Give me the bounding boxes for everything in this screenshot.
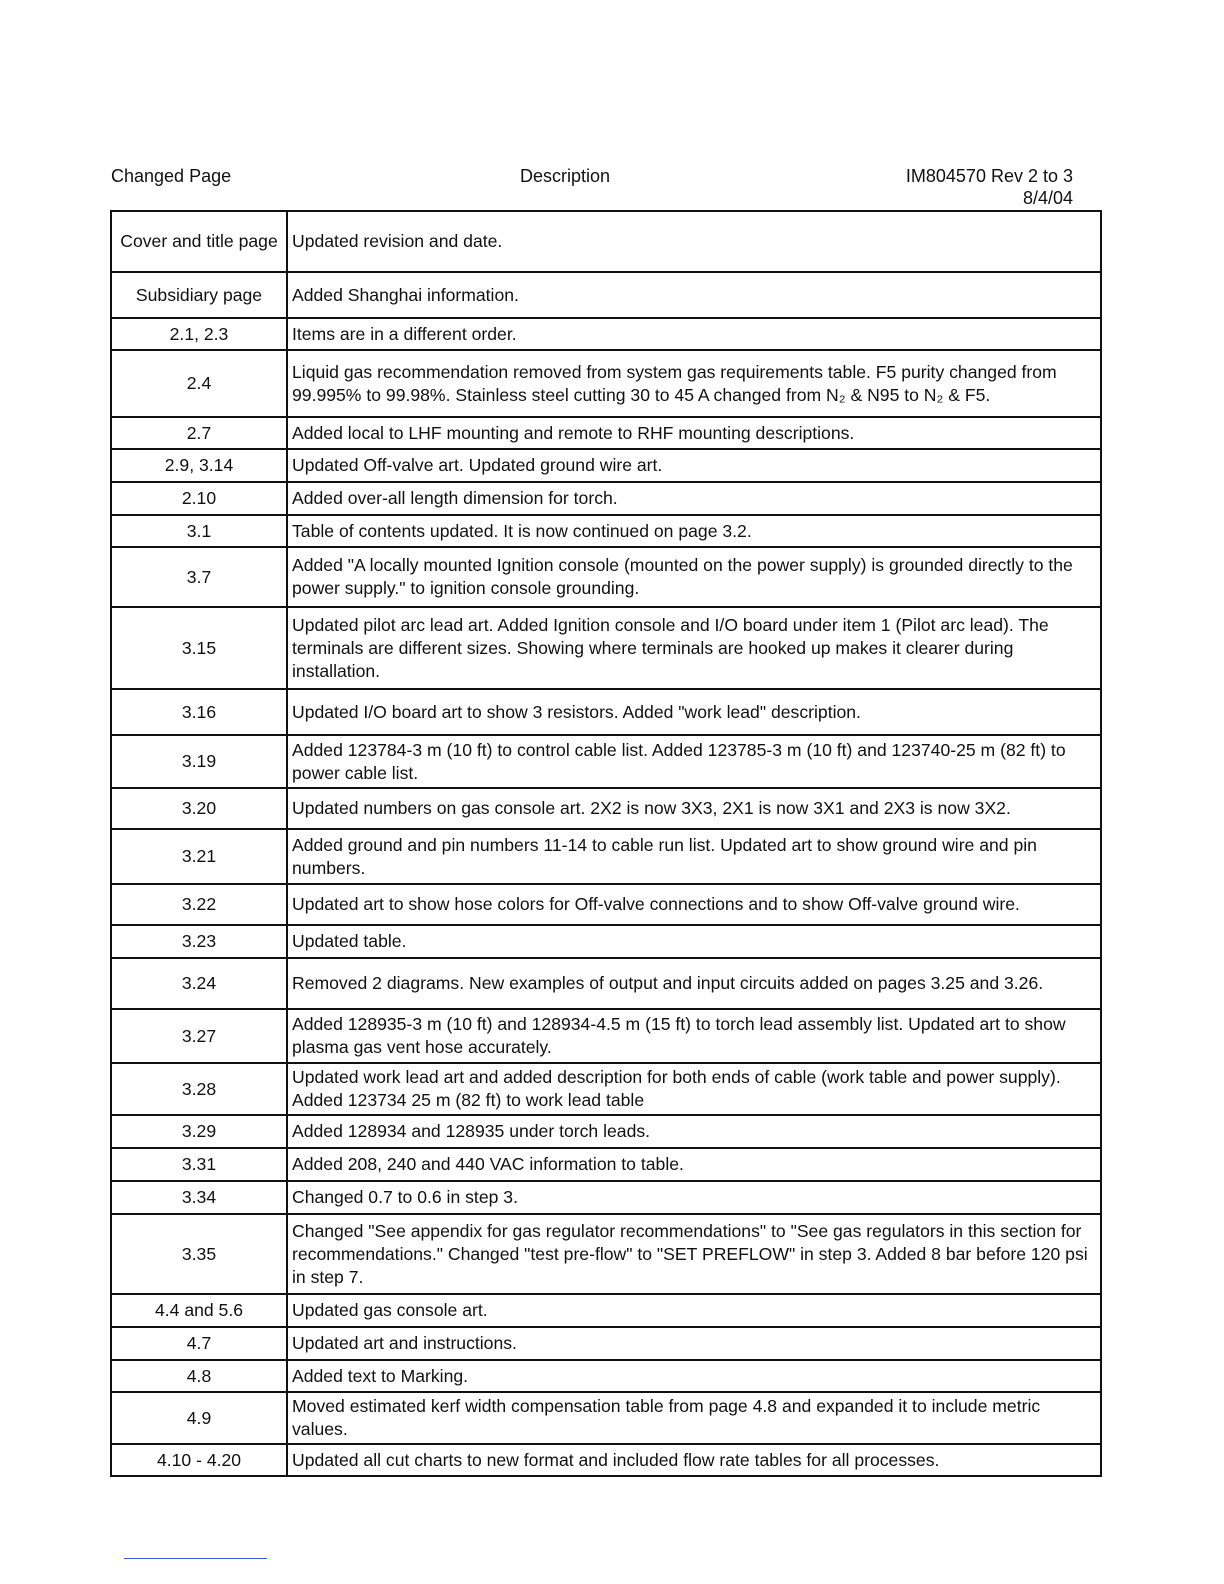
table-row <box>111 417 1101 449</box>
row-description: Updated Off-valve art. Updated ground wire art. <box>287 449 1101 482</box>
table-row <box>111 884 1101 925</box>
row-description: Removed 2 diagrams. New examples of output and input circuits added on pages 3.25 and 3.26. <box>287 958 1101 1009</box>
table-row <box>111 1115 1101 1148</box>
row-description: Updated art to show hose colors for Off-valve connections and to show Off-valve ground wire. <box>287 884 1101 925</box>
row-description: Added 128935-3 m (10 ft) and 128934-4.5 m (15 ft) to torch lead assembly list. Updated art to show plasma gas vent hose accurately. <box>287 1009 1101 1063</box>
description-heading: Description <box>520 166 611 186</box>
table-row <box>111 1327 1101 1360</box>
row-description: Updated revision and date. <box>287 211 1101 272</box>
row-description: Added "A locally mounted Ignition console (mounted on the power supply) is grounded directly to the power supply." to ignition console grounding. <box>287 547 1101 607</box>
row-page: 3.31 <box>111 1148 287 1181</box>
row-page: 3.35 <box>111 1214 287 1294</box>
row-description: Updated pilot arc lead art. Added Ignition console and I/O board under item 1 (Pilot arc lead). The terminals are different sizes. Showing where terminals are hooked up makes it clearer during installation. <box>287 607 1101 689</box>
table-row <box>111 788 1101 829</box>
table-row <box>111 318 1101 350</box>
row-page: 3.15 <box>111 607 287 689</box>
row-page: 3.29 <box>111 1115 287 1148</box>
row-description: Updated art and instructions. <box>287 1327 1101 1360</box>
row-page: 3.23 <box>111 925 287 958</box>
row-page: 3.34 <box>111 1181 287 1214</box>
table-row <box>111 958 1101 1009</box>
table-row <box>111 1214 1101 1294</box>
row-page: Subsidiary page <box>111 272 287 318</box>
row-description: Added 208, 240 and 440 VAC information to table. <box>287 1148 1101 1181</box>
row-description: Items are in a different order. <box>287 318 1101 350</box>
revision-date: 8/4/04 <box>1022 188 1073 208</box>
row-page: 2.1, 2.3 <box>111 318 287 350</box>
table-row <box>111 211 1101 272</box>
row-page: 4.10 - 4.20 <box>111 1444 287 1476</box>
row-page: 3.21 <box>111 829 287 884</box>
revision-log-table <box>110 210 1102 1477</box>
row-description: Changed 0.7 to 0.6 in step 3. <box>287 1181 1101 1214</box>
revision-heading <box>906 165 1073 209</box>
row-page: Cover and title page <box>111 211 287 272</box>
table-row <box>111 272 1101 318</box>
table-row <box>111 829 1101 884</box>
row-page: 3.28 <box>111 1063 287 1115</box>
row-description: Updated numbers on gas console art. 2X2 is now 3X3, 2X1 is now 3X1 and 2X3 is now 3X2. <box>287 788 1101 829</box>
doc-revision: IM804570 Rev 2 to 3 <box>905 166 1073 186</box>
table-row <box>111 689 1101 735</box>
table-row <box>111 449 1101 482</box>
row-description: Added 128934 and 128935 under torch leads. <box>287 1115 1101 1148</box>
table-row <box>111 1360 1101 1392</box>
table-row <box>111 607 1101 689</box>
row-description: Table of contents updated. It is now continued on page 3.2. <box>287 515 1101 547</box>
row-description: Updated work lead art and added description for both ends of cable (work table and power supply). Added 123734 25 m (82 ft) to work lead table <box>287 1063 1101 1115</box>
row-page: 3.7 <box>111 547 287 607</box>
table-row <box>111 350 1101 417</box>
changed-page-heading: Changed Page <box>111 166 232 186</box>
row-page: 2.7 <box>111 417 287 449</box>
table-row <box>111 925 1101 958</box>
row-description: Changed "See appendix for gas regulator recommendations" to "See gas regulators in this section for recommendations." Changed "test pre-flow" to "SET PREFLOW" in step 3. Added 8 bar before 120 psi in step 7. <box>287 1214 1101 1294</box>
table-row <box>111 1148 1101 1181</box>
table-row <box>111 1294 1101 1327</box>
row-description: Liquid gas recommendation removed from system gas requirements table. F5 purity changed from 99.995% to 99.98%. Stainless steel cutting 30 to 45 A changed from N₂ & N95 to N₂ & F5. <box>287 350 1101 417</box>
row-page: 3.1 <box>111 515 287 547</box>
footnote-divider <box>124 1558 267 1559</box>
row-description: Updated table. <box>287 925 1101 958</box>
row-page: 3.20 <box>111 788 287 829</box>
table-row <box>111 1444 1101 1476</box>
row-page: 3.16 <box>111 689 287 735</box>
table-row <box>111 482 1101 515</box>
row-description: Updated all cut charts to new format and included flow rate tables for all processes. <box>287 1444 1101 1476</box>
table-row <box>111 547 1101 607</box>
row-page: 2.4 <box>111 350 287 417</box>
row-description: Added 123784-3 m (10 ft) to control cable list. Added 123785-3 m (10 ft) and 123740-25 m (82 ft) to power cable list. <box>287 735 1101 788</box>
table-row <box>111 735 1101 788</box>
row-page: 4.7 <box>111 1327 287 1360</box>
row-description: Added local to LHF mounting and remote to RHF mounting descriptions. <box>287 417 1101 449</box>
row-page: 4.4 and 5.6 <box>111 1294 287 1327</box>
row-page: 2.10 <box>111 482 287 515</box>
row-page: 4.8 <box>111 1360 287 1392</box>
row-description: Added ground and pin numbers 11-14 to cable run list. Updated art to show ground wire and pin numbers. <box>287 829 1101 884</box>
row-description: Updated I/O board art to show 3 resistors. Added "work lead" description. <box>287 689 1101 735</box>
table-row <box>111 515 1101 547</box>
row-description: Added text to Marking. <box>287 1360 1101 1392</box>
row-page: 3.24 <box>111 958 287 1009</box>
row-page: 4.9 <box>111 1392 287 1444</box>
table-row <box>111 1181 1101 1214</box>
table-row <box>111 1009 1101 1063</box>
row-description: Updated gas console art. <box>287 1294 1101 1327</box>
row-page: 3.19 <box>111 735 287 788</box>
table-row <box>111 1392 1101 1444</box>
row-description: Added Shanghai information. <box>287 272 1101 318</box>
row-page: 3.27 <box>111 1009 287 1063</box>
table-row <box>111 1063 1101 1115</box>
row-page: 3.22 <box>111 884 287 925</box>
row-description: Moved estimated kerf width compensation table from page 4.8 and expanded it to include metric values. <box>287 1392 1101 1444</box>
row-description: Added over-all length dimension for torch. <box>287 482 1101 515</box>
row-page: 2.9, 3.14 <box>111 449 287 482</box>
